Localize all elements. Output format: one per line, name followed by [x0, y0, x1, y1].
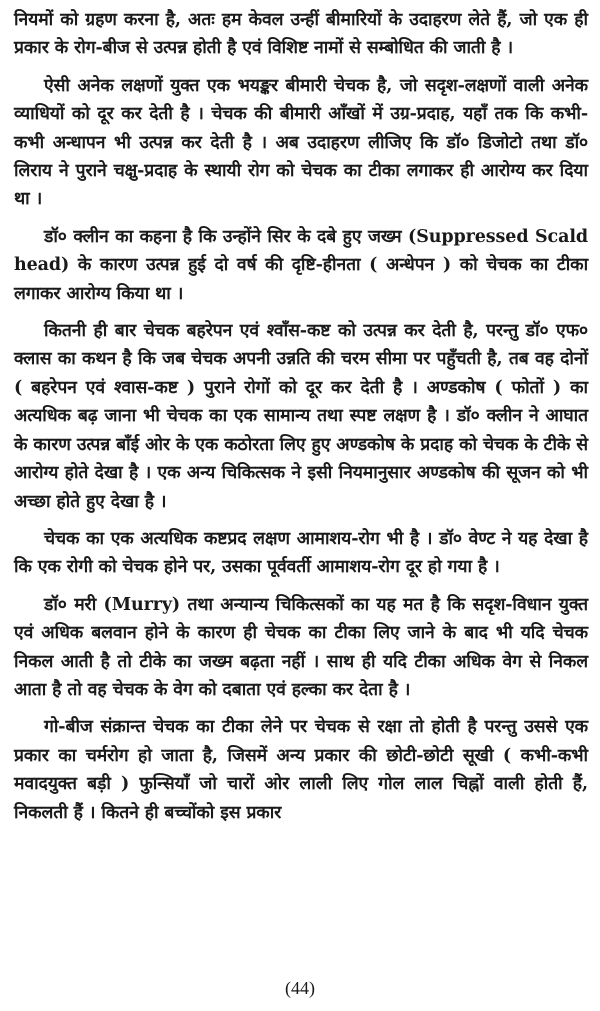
- paragraph-dr-murry: डॉ० मरी (Murry) तथा अन्यान्य चिकित्सकों का यह मत है कि सदृश-विधान युक्त एवं अधिक बलवान होने के कारण ही चेचक का टीका लिए जाने के बाद भी यदि चेचक निकल आती है तो टीके का जख्म बढ़ता नहीं । साथ ही यदि टीका अधिक वेग से निकल आता है तो वह चेचक के वेग को दबाता एवं हल्का कर देता है ।: [14, 594, 588, 700]
- paragraph-deafness-testicle: कितनी ही बार चेचक बहरेपन एवं श्वाँस-कष्ट को उत्पन्न कर देती है, परन्तु डॉ० एफ० क्लास का कथन है कि जब चेचक अपनी उन्नति की चरम सीमा पर पहुँचती है, तब वह दोनों ( बहरेपन एवं श्वास-कष्ट ) पुराने रोगों को दूर कर देती है । अण्डकोष ( फोतों ) का अत्यधिक बढ़ जाना भी चेचक का एक सामान्य तथा स्पष्ट लक्षण है । डॉ० क्लीन ने आघात के कारण उत्पन्न बाँई ओर के एक कठोरता लिए हुए अण्डकोष के प्रदाह को चेचक के टीके से आरोग्य होते देखा है । एक अन्य चिकित्सक ने इसी नियमानुसार अण्डकोष की सूजन को भी अच्छा होते हुए देखा है ।: [14, 321, 588, 512]
- paragraph-chechak-eye-disease: ऐसी अनेक लक्षणों युक्त एक भयङ्कर बीमारी चेचक है, जो सदृश-लक्षणों वाली अनेक व्याधियों को दूर कर देती है । चेचक की बीमारी आँखों में उग्र-प्रदाह, यहाँ तक कि कभी-कभी अन्धापन भी उत्पन्न कर देती है । अब उदाहरण लीजिए कि डॉ० डिजोटो तथा डॉ० लिराय ने पुराने चक्षु-प्रदाह के स्थायी रोग को चेचक का टीका लगाकर ही आरोग्य कर दिया था ।: [14, 75, 588, 210]
- page-number: (44): [285, 978, 315, 998]
- paragraph-stomach-disease: चेचक का एक अत्यधिक कष्टप्रद लक्षण आमाशय-रोग भी है । डॉ० वेण्ट ने यह देखा है कि एक रोगी को चेचक होने पर, उसका पूर्ववर्ती आमाशय-रोग दूर हो गया है ।: [14, 528, 588, 578]
- paragraph-cowpox-vaccine: गो-बीज संक्रान्त चेचक का टीका लेने पर चेचक से रक्षा तो होती है परन्तु उससे एक प्रकार का चर्मरोग हो जाता है, जिसमें अन्य प्रकार की छोटी-छोटी सूखी ( कभी-कभी मवादयुक्त बड़ी ) फुन्सियाँ जो चारों ओर लाली लिए गोल लाल चिह्नों वाली होती हैं, निकलती हैं । कितने ही बच्चोंको इस प्रकार: [14, 717, 588, 823]
- paragraph-continued: नियमों को ग्रहण करना है, अतः हम केवल उन्हीं बीमारियों के उदाहरण लेते हैं, जो एक ही प्रकार के रोग-बीज से उत्पन्न होती है एवं विशिष्ट नामों से सम्बोधित की जाती है ।: [14, 10, 588, 59]
- book-page: [14, 6, 588, 966]
- paragraph-dr-klein-blindness: डॉ० क्लीन का कहना है कि उन्होंने सिर के दबे हुए जख्म (Suppressed Scald head) के कारण उत्पन्न हुई दो वर्ष की दृष्टि-हीनता ( अन्धेपन ) को चेचक का टीका लगाकर आरोग्य किया था ।: [14, 226, 588, 304]
